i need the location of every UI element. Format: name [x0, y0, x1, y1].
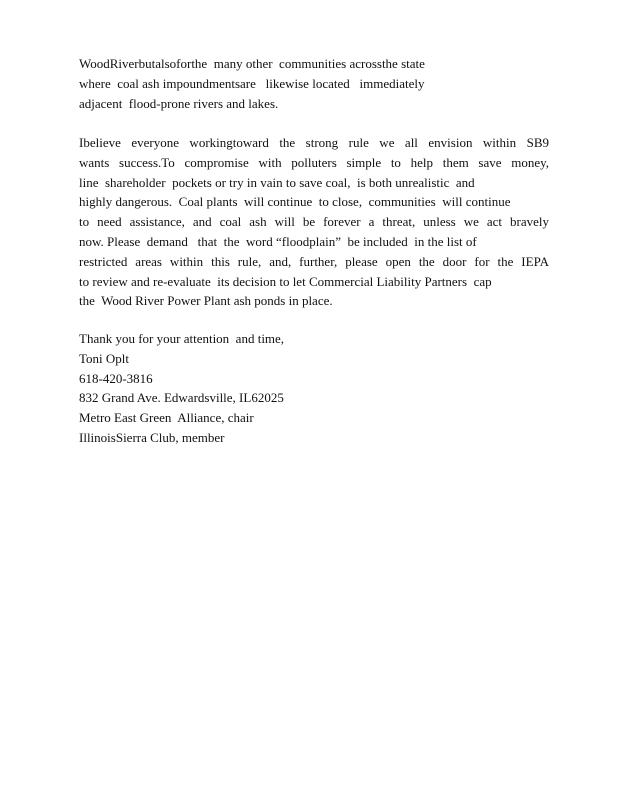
closing-line: Thank you for your attention and time,	[79, 331, 285, 346]
paragraph-2	[79, 133, 549, 311]
signer-address: 832 Grand Ave. Edwardsville, IL62025	[79, 390, 284, 406]
closing-signature	[79, 329, 549, 448]
text-line: Ibelieve everyone workingtoward the strong rule we all envision within SB9	[79, 135, 549, 150]
text-line: to review and re-evaluate its decision to let Commercial Liability Partners cap	[79, 273, 492, 289]
text-line: adjacent flood-prone rivers and lakes.	[79, 95, 279, 111]
signer-name: Toni Oplt	[79, 350, 130, 366]
signer-phone: 618-420-3816	[79, 370, 153, 386]
text-line: where coal ash impoundmentsare likewise located immediately	[79, 75, 425, 91]
text-line: highly dangerous. Coal plants will continue to close, communities will continue	[79, 194, 511, 210]
text-line: line shareholder pockets or try in vain to save coal, is both unrealistic and	[79, 174, 475, 190]
signer-affiliation: Metro East Green Alliance, chair	[79, 410, 254, 426]
signer-membership: IllinoisSierra Club, member	[79, 429, 225, 445]
text-line: restricted areas within this rule, and, further, please open the door for the IEPA	[79, 253, 549, 269]
text-line: to need assistance, and coal ash will be forever a threat, unless we act bravely	[79, 214, 549, 230]
paragraph-1	[79, 54, 549, 113]
text-line: WoodRiverbutalsoforthe many other communities acrossthe state	[79, 56, 425, 71]
text-line: the Wood River Power Plant ash ponds in place.	[79, 293, 333, 309]
text-line: now. Please demand that the word “floodplain” be included in the list of	[79, 233, 477, 249]
text-line: wants success.To compromise with polluters simple to help them save money,	[79, 154, 549, 170]
